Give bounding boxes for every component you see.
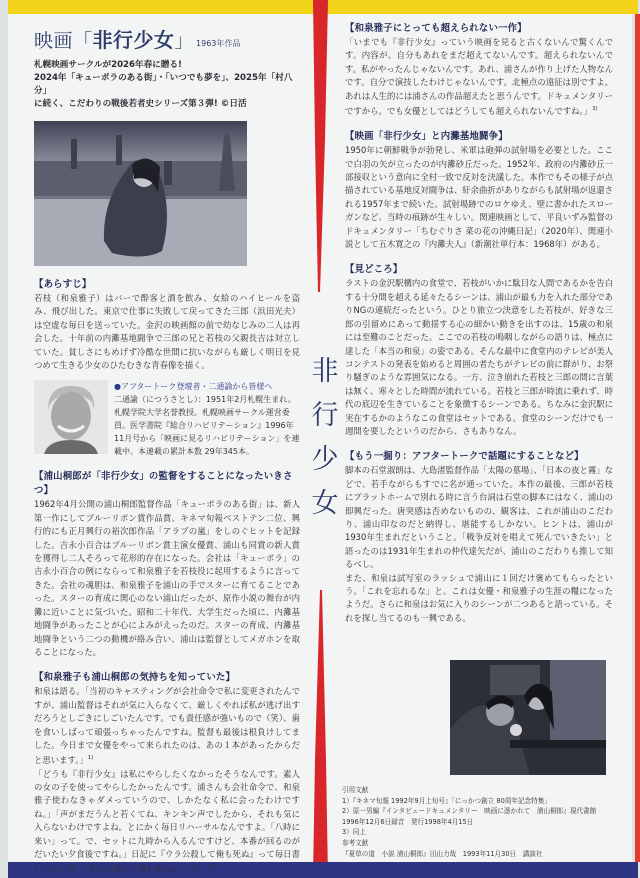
- speaker-bio-text: [114, 380, 300, 458]
- vertical-title-char: 行: [311, 400, 339, 431]
- synopsis-heading: 【あらすじ】: [34, 279, 92, 290]
- vertical-title-char: 少: [311, 444, 339, 475]
- other-references-heading: 参考文献: [342, 838, 369, 847]
- speaker-bio: [34, 380, 300, 458]
- reference-item: 2）原一男編『インタビュードキュメンタリー 映画に憑かれて 浦山桐郎』現代書館: [342, 807, 597, 816]
- lead-text: [34, 59, 300, 111]
- footnote-marker: 1): [87, 755, 94, 762]
- section-text-unsurpassed: [345, 36, 613, 118]
- film-title: [34, 24, 300, 53]
- section-heading-izumi: 【和泉雅子も浦山桐郎の気持ちを知っていた】: [34, 672, 236, 684]
- vertical-title-char: 非: [311, 356, 339, 387]
- section-text-uchinada: 1950年に朝鮮戦争が勃発し、米軍は砲弾の試射場を必要とした。ここで白羽の矢が立ったのが内灘砂丘だった。1952年、政府の内灘砂丘一部接収という意向に全村一致で反対を決議した。本作でもその様子が点描されている基地反対闘争は、紆余曲折がありながらも試射場が返還される1957年まで続いた。試射場跡でのロケゆえ、壁に書かれたスローガンなど、当時の痕跡が生々しい。関連映画として、平良いずみ監督のドキュメンタリー「ちむぐりさ 菜の花の沖縄日記」（2020年）、関連小説として五木寛之の『内灘夫人』（新潮社単行本：1968年）がある。: [345, 145, 613, 250]
- section-heading-highlights: 【見どころ】: [345, 264, 403, 276]
- vertical-title-char: 女: [311, 488, 339, 519]
- quote-text: 「いまでも『非行少女』っていう映画を見ると古くないんで驚くんです。内容が、自分もあれをまだ超えてないんです。超えられないんです。私がやったんじゃないんです。あれ、浦さんが作り上げた人物なんです。自分で演技したわけじゃないんです。北極点の遠征は別ですよ。あれは人生的には浦さんの作品超えたと思うんです。ドキュメンタリーですから。でも女優としてはどうしても超えられないんですね。」: [345, 37, 613, 116]
- lead-line: に続く、こだわりの戦後若者史シリーズ第３弾! ©日活: [34, 99, 247, 109]
- section-text-director: 1962年4月公開の浦山桐郎監督作品「キューポラのある街」は、新人第一作にしてブルーリボン賞作品賞、キネマ旬報ベストテン二位、興行的にも正月興行の裕次郎作品「アラブの嵐」をしのぐヒットを記録した。吉永小百合はブルーリボン賞主演女優賞、浦山も同賞の新人賞を獲得し二人そろって花形的存在になった。会社は「キューポラ」の吉永小百合の例にならって和泉雅子を若枝役に起用するように言ってきた。会社の魂胆は、和泉雅子を浦山の手でスターに育てることであった。スターの育成に関心のない浦山だったが、原作小説の舞台が内灘に近いことに気づいた。昭和二十年代、大学生だった頃に、内灘基地闘争があったことが心によみがえったのだ。スターの育成、内灘基地闘争という二つの動機が絡み合い、浦山は監督としてメガホンを取ることになった。: [34, 499, 300, 657]
- section-text-izumi: [34, 685, 300, 876]
- reference-item: 『夏草の道 小説 浦山桐郎』田山力哉 1993年11月30日 講談社: [342, 849, 543, 858]
- lead-line: 2024年「キューポラのある街」・「いつでも夢を」、2025年「村八分」: [34, 73, 293, 96]
- reference-item: 3）同上: [342, 828, 366, 837]
- reference-item: 1996年12月6日録音 発行1998年4月15日: [342, 817, 474, 826]
- film-year: 1963年作品: [196, 39, 241, 48]
- film-still-2: [450, 660, 606, 775]
- section-text-highlights: ラストの金沢駅構内の食堂で、若枝がいかに駄目な人間であるかを告白する十分間を超える延々たるシーンは、浦山が最も力を入れた部分でありNGの連続だったという。ひとり旅立つ決意をした若枝が、好きな三郎の引留めにあって動揺する心の細かい動きを出すのは、15歳の和泉には至難のことだった。ここでの若枝の嗚咽しながらの語りは、極点に達した「本当の和泉」の姿である。そんな最中に食堂内のテレビが美人コンテストの発表を始めると周囲の者たちがテレビの前に群がり、お祭り騒ぎのような雰囲気になる。一方、泣き崩れた若枝と三郎の間に言葉は無く、寒々とした時間が流れている。若枝と三郎が時流に乗れず、時代の底辺を生きていることを象徴するシーンである。ちなみに金沢駅に実在するかのようなこの食堂はセットである。食堂のシーンだけでも一週間を要したというのだから、さもありなん。: [345, 278, 613, 436]
- film-title-text: 映画「非行少女」: [34, 28, 195, 52]
- cited-references-heading: 引用文献: [342, 786, 369, 794]
- film-still-1: [34, 121, 247, 266]
- deeper-dive-para-1: 脚本の石堂淑朗は、大島渚監督作品「太陽の墓場」、「日本の夜と霧」などで、若手ながらもすでに名が通っていた。本作の最後、三郎が若枝にプラットホームで別れる時に言う台詞は石堂の脚本にはなく、浦山の即興だった。唐突感は否めないものの、観客は、これが浦山のこだわり、浦山印なのだと納得し、堪能するしかない。ヒントは、浦山が1930年生まれだということ。「戦争反対を唱えて死んでいきたい」と語ったのは1931年生まれの仲代達矢だが、浦山のこだわりも推して知るべし。: [345, 465, 613, 570]
- footnote-marker: 2): [209, 864, 215, 871]
- deeper-dive-para-2: また、和泉は試写室のラッシュで浦山に１回だけ褒めてもらったという。「これを忘れるな」と。これは女優・和泉雅子の生涯の糧になったようだ。さらに和泉はお気に入りのシーンが二つあると語っている。それを探し当てるのも一興である。: [345, 572, 613, 623]
- section-heading-deeper-dive: 【もう一掘り：アフタートークで話題にすることなど】: [345, 451, 584, 463]
- references: [342, 785, 612, 859]
- speaker-bio-body: 二通諭（につうさとし）：1951年2月札幌生まれ。札幌学院大学名誉教授。札幌映画サークル運営委員。医学書院『総合リハビリテーション』1996年11月号から「映画に見るリハビリテーション」を連載中。本連載の累計本数 29年345本。: [114, 395, 300, 457]
- section-heading-unsurpassed: 【和泉雅子にとっても超えられない一作】: [345, 23, 527, 34]
- synopsis-text: 若枝（和泉雅子）はバーで酔客と酒を飲み、女給のハイヒールを盗み、飛び出した。東京で仕事に失敗して戻ってきた三郎（浜田光夫）は空虚な毎日を送っていた。金沢の映画館の前で幼なじみの二人は再会した。十年前の内灘基地闘争で三郎の兄と若枝の父親長吉は対立していた。貧しさにもめげず冷酷な世間に抗いながらも厳しく明日を見つめて生きる少女のひたむきな青春像を描く。: [34, 293, 300, 371]
- vertical-film-title: [310, 350, 340, 526]
- quote-2: 「どうも『非行少女』は私にやらしたくなかったそうなんです。素人の女の子を使ってやらしたかったんです。浦さんも会社命令で、和泉雅子使わなきゃダメっていうので、しかたなく私に会ったわけですね。」「声がまだうんと若くてね、キンキン声でしたから、それも気に入らないわけですよね。とにかく毎日リハーサルなんですよ。「八時に来い」って。で、セットに九時から入るんですけど、本番が回るのがだいたい夕食後ですね。」日記に『ウラ公殺して俺も死ぬ』って毎日書いたんです。『あいつ殺して俺も死ぬ』って。」: [34, 768, 300, 875]
- speaker-portrait: [34, 380, 108, 454]
- footnote-marker: 3): [592, 106, 598, 113]
- speaker-bio-heading: ●アフタートーク登壇者・二通諭から皆様へ: [114, 382, 273, 392]
- quote-1: 和泉は語る。「当初のキャスティングが会社命令で私に変更されたんですが、浦山監督はそれが気に入らなくて、厳しくやれば私が逃げ出すだろうとしごきにしごいたんです。でも責任感が強いもので（笑）、歯を食いしばって頑張っちゃったんですね。監督も最後は根負けしてました。今日まで女優をやって来られたのは、あの１本があったからだと思います。」: [34, 686, 300, 766]
- right-column: [345, 20, 613, 625]
- section-text-deeper-dive: [345, 464, 613, 625]
- lead-line: 札幌映画サークルが2026年春に贈る!: [34, 60, 182, 70]
- reference-item: 1）『キネマ旬報 1992年9月上旬号』「にっかつ創立 80周年記念特集」: [342, 796, 551, 805]
- section-heading-director: 【浦山桐郎が「非行少女」の監督をすることになったいきさつ】: [34, 471, 293, 497]
- left-column: [34, 24, 300, 877]
- section-heading-uchinada: 【映画「非行少女」と内灘基地闘争】: [345, 131, 508, 143]
